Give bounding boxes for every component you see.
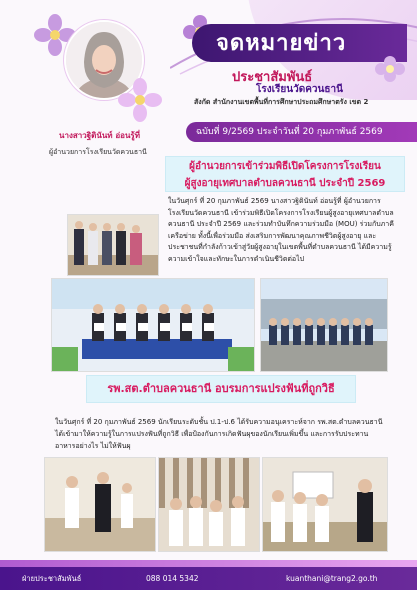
section2-title: รพ.สต.ตำบลควนธานี อบรมการแปรงฟันที่ถูกวิธี — [86, 375, 356, 403]
footer — [0, 567, 417, 590]
office-name: สังกัด สำนักงานเขตพื้นที่การศึกษาประถมศึกษาตรัง เขต 2 — [194, 98, 369, 106]
section1-photo-group — [260, 278, 388, 372]
photo-image — [159, 458, 259, 551]
school-name: โรงเรียนวัดควนธานี — [256, 84, 343, 95]
pr-title: ประชาสัมพันธ์ — [232, 70, 313, 85]
director-role: ผู้อำนวยการโรงเรียนวัดควนธานี — [49, 148, 147, 156]
section1-title-line1: ผู้อำนวยการเข้าร่วมพิธีเปิดโครงการโรงเรียน — [189, 161, 381, 172]
section2-body: ในวันศุกร์ ที่ 20 กุมภาพันธ์ 2569 นักเรียนระดับชั้น ป.1-ป.6 ได้รับความอนุเคราะห์จาก รพ.สต.ตำบลควนธานี ได้เข้ามาให้ความรู้ในการแปรงฟันที่ถูกวิธี เพื่อป้องกันการเกิดฟันผุของนักเรียนเพิ่มขึ้น และการรับประทานอาหารอย่างไร ไม่ให้ฟันผุ — [55, 418, 383, 450]
issue-info: ฉบับที่ 9/2569 ประจำวันที่ 20 กุมภาพันธ์ 2569 — [186, 122, 417, 142]
section1-photo-signing — [51, 278, 255, 372]
section1-body: ในวันศุกร์ ที่ 20 กุมภาพันธ์ 2569 นางสาวฐิตินันท์ อ่อนรู้ที่ ผู้อำนวยการโรงเรียนวัดควนธานี เข้าร่วมพิธีเปิดโครงการโรงเรียนผู้สูงอายุเทศบาลตำบลควนธานี ประจำปี 2569 และร่วมทำบันทึกความร่วมมือ (MOU) ร่วมกับภาคีเครือข่าย ทั้งนี้เพื่อร่วมมือ ส่งเสริมการพัฒนาคุณภาพชีวิตผู้สูงอายุ และประชาชนที่กำลังก้าวเข้าสู่วัยผู้สูงอายุในเขตพื้นที่ตำบลควนธานี ได้มีความรู้ ความเข้าใจและทักษะในการดำเนินชีวิตต่อไป — [168, 197, 394, 263]
section2-photo-2 — [158, 457, 260, 552]
footer-stripe — [0, 560, 417, 567]
newsletter-banner: จดหมายข่าว — [192, 24, 407, 62]
flower-icon — [118, 78, 162, 122]
footer-phone: 088 014 5342 — [146, 574, 199, 583]
photo-image — [261, 279, 387, 371]
photo-image — [52, 279, 254, 371]
flower-icon — [372, 54, 408, 84]
section2-photo-3 — [262, 457, 388, 552]
footer-email: kuanthani@trang2.go.th — [286, 574, 378, 583]
section1-photo-main — [67, 214, 159, 276]
photo-image — [45, 458, 155, 551]
footer-department: ฝ่ายประชาสัมพันธ์ — [22, 574, 82, 583]
photo-image — [68, 215, 158, 275]
photo-image — [263, 458, 387, 551]
section1-title-line2: ผู้สูงอายุเทศบาลตำบลควนธานี ประจำปี 2569 — [184, 178, 386, 189]
director-name: นางสาวฐิตินันท์ อ่อนรู้ที่ — [59, 131, 140, 140]
section1-title — [165, 156, 405, 192]
section2-photo-1 — [44, 457, 156, 552]
